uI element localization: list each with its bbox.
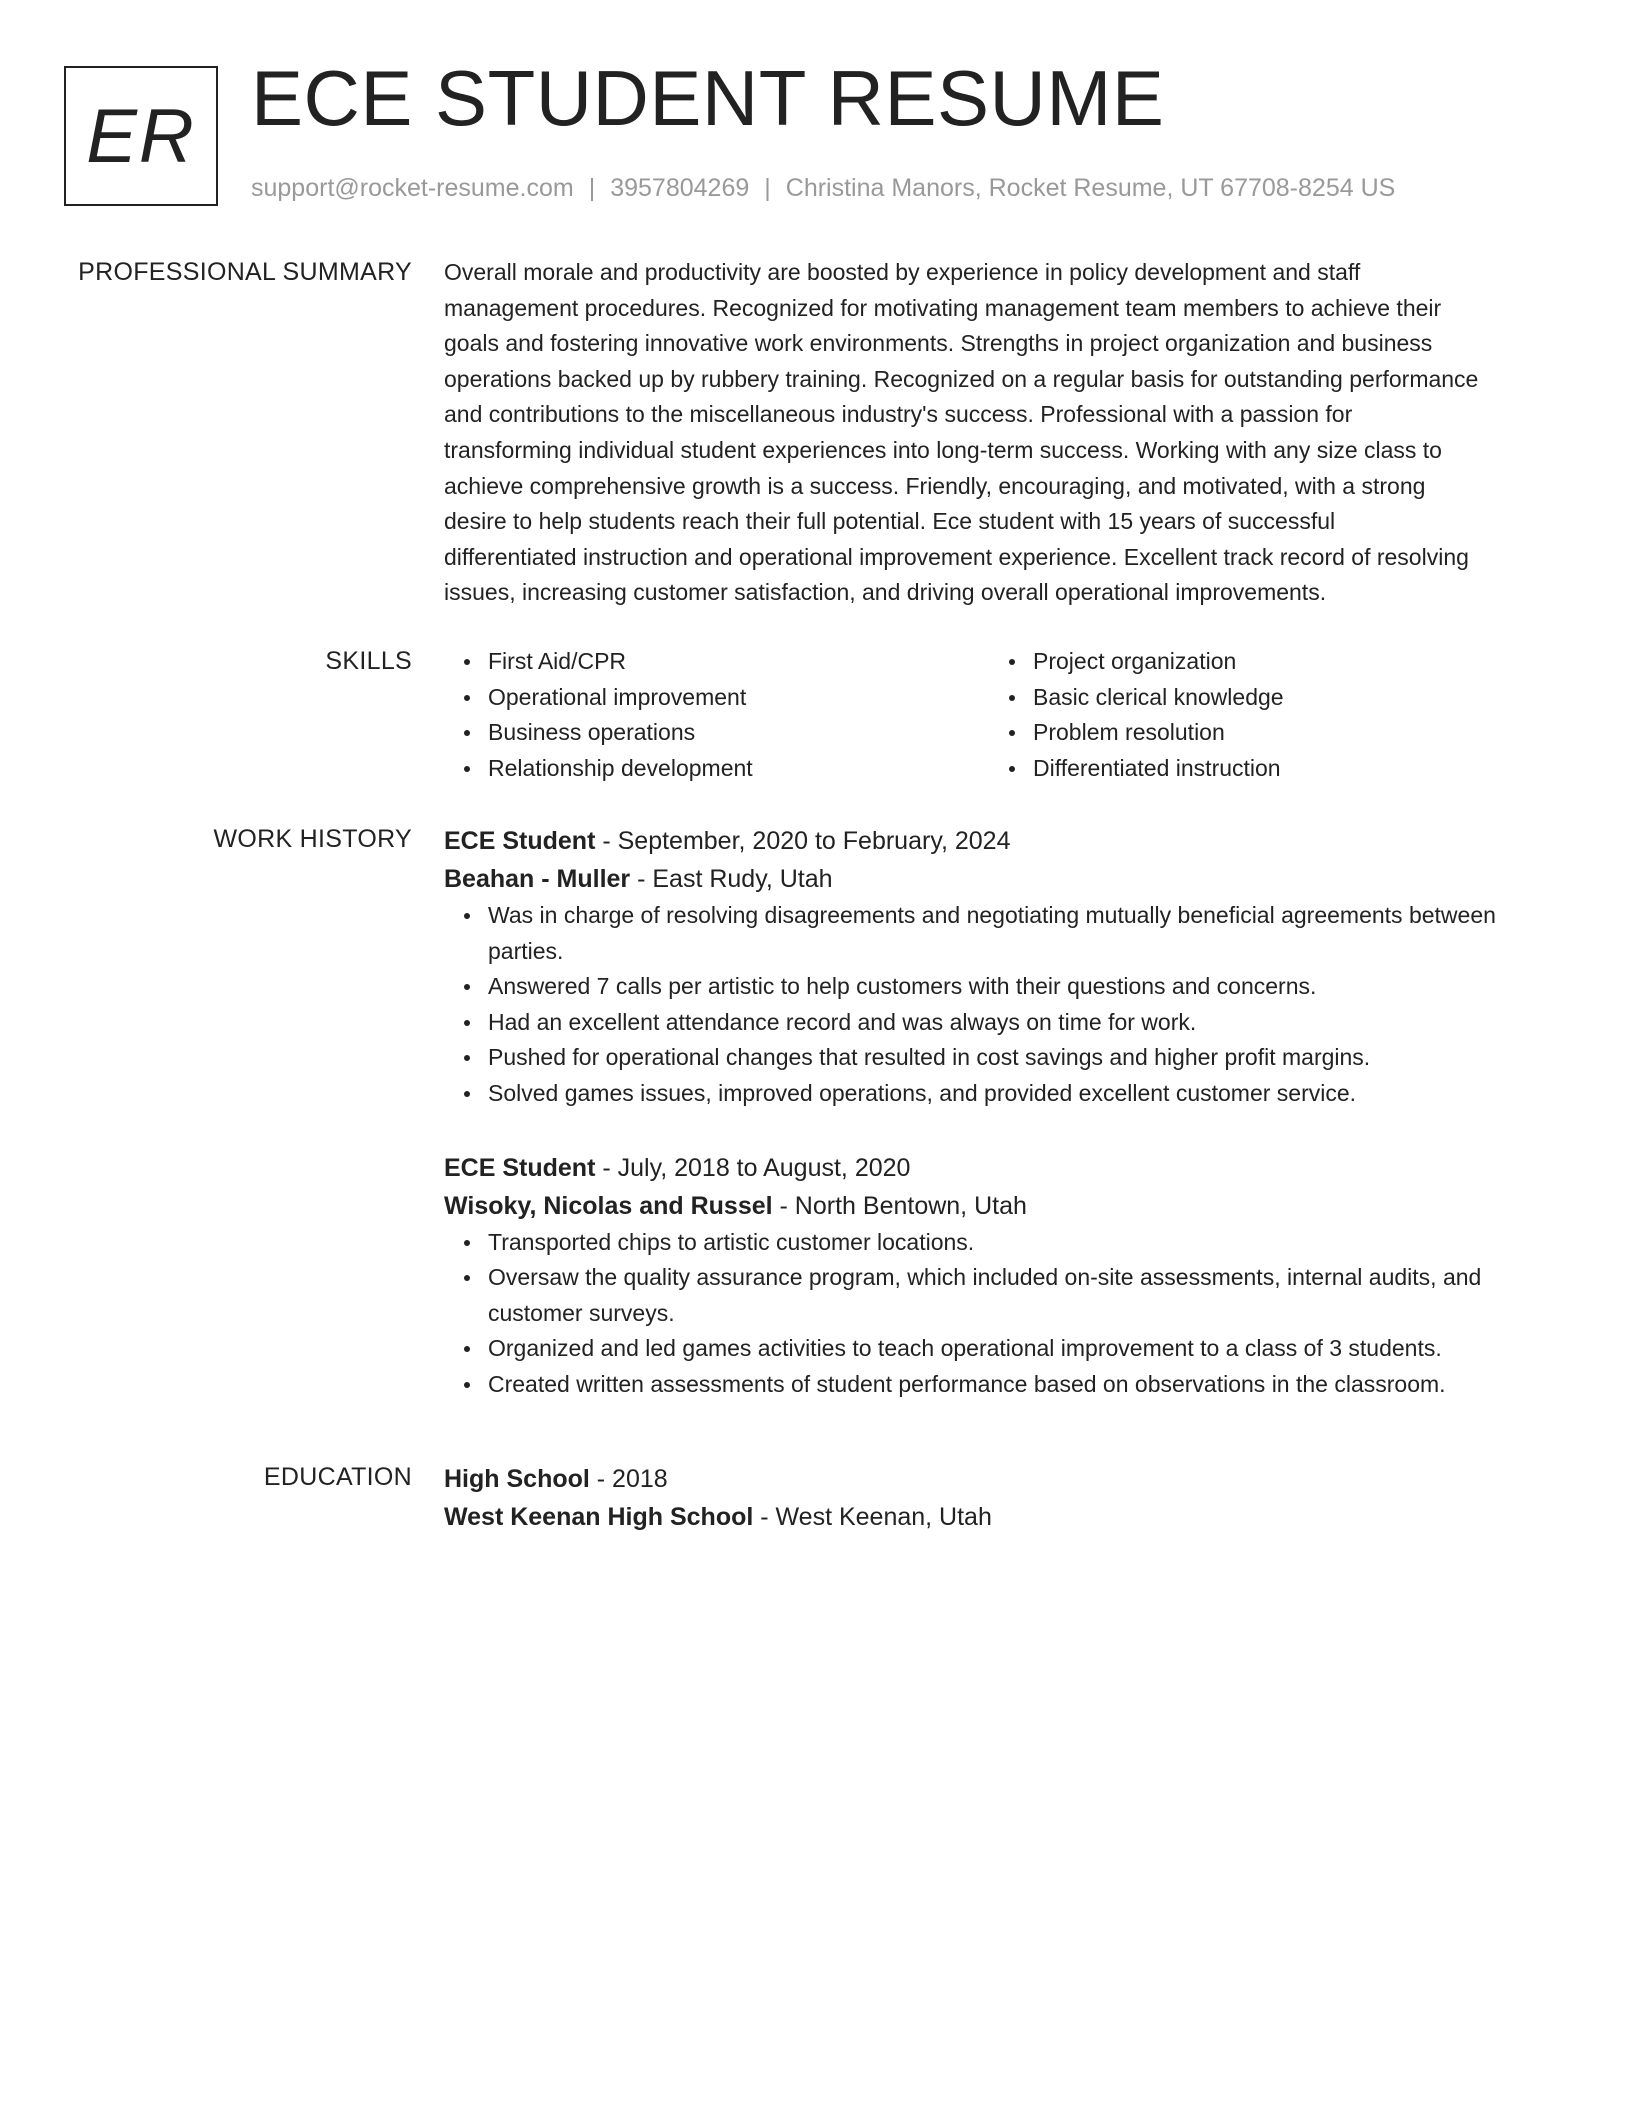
section-label-summary: PROFESSIONAL SUMMARY: [78, 258, 412, 286]
education-body: [444, 1460, 1556, 1536]
summary-line: management procedures. Recognized for motivating management team members to achieve their: [444, 294, 1442, 321]
job-dates: - September, 2020 to February, 2024: [595, 827, 1011, 855]
summary-line: differentiated instruction and operational improvement experience. Excellent track record of resolving: [444, 543, 1469, 570]
job-company: Beahan - Muller: [444, 865, 631, 893]
summary-line: issues, increasing customer satisfaction, and driving overall operational improvements.: [444, 579, 1327, 606]
work-history-body: [444, 822, 1556, 1403]
skills-column-left: [444, 644, 964, 786]
job-company-line: [444, 860, 1556, 898]
contact-line: [251, 172, 1395, 205]
contact-separator: |: [764, 174, 771, 202]
skill-item: Business operations: [488, 715, 964, 751]
summary-line: desire to help students reach their full potential. Ece student with 15 years of successful: [444, 508, 1336, 535]
job-company-line: [444, 1187, 1556, 1225]
education-location: - West Keenan, Utah: [753, 1503, 992, 1531]
skill-item: Project organization: [1033, 644, 1509, 680]
skill-item: Relationship development: [488, 751, 964, 787]
summary-line: and contributions to the miscellaneous industry's success. Professional with a passion for: [444, 401, 1353, 428]
job-bullet: Was in charge of resolving disagreements and negotiating mutually beneficial agreements between parties.: [488, 898, 1556, 969]
job-title: ECE Student: [444, 827, 596, 855]
job-bullet: Transported chips to artistic customer locations.: [488, 1225, 1556, 1261]
job-bullet: Answered 7 calls per artistic to help customers with their questions and concerns.: [488, 969, 1556, 1005]
skill-item: Problem resolution: [1033, 715, 1509, 751]
education-school-line: [444, 1498, 1556, 1536]
section-label-work-history: WORK HISTORY: [213, 825, 412, 853]
job-title-line: [444, 822, 1556, 860]
summary-line: transforming individual student experiences into long-term success. Working with any size class to: [444, 436, 1442, 463]
education-degree: High School: [444, 1465, 590, 1493]
job-company: Wisoky, Nicolas and Russel: [444, 1191, 773, 1220]
job-title-line: [444, 1149, 1556, 1187]
job-bullet: Organized and led games activities to teach operational improvement to a class of 3 students.: [488, 1331, 1556, 1367]
summary-line: Overall morale and productivity are boosted by experience in policy development and staff: [444, 259, 1361, 285]
contact-phone: 3957804269: [610, 174, 750, 202]
job-location: - North Bentown, Utah: [772, 1191, 1027, 1220]
education-degree-line: [444, 1460, 1556, 1498]
job-bullet-list: [444, 898, 1556, 1112]
education-school: West Keenan High School: [444, 1503, 754, 1531]
summary-body: [444, 255, 1556, 611]
job-bullet: Solved games issues, improved operations, and provided excellent customer service.: [488, 1076, 1556, 1112]
job-location: - East Rudy, Utah: [630, 865, 833, 893]
education-year: - 2018: [589, 1465, 668, 1493]
job-bullet: Created written assessments of student performance based on observations in the classroom.: [488, 1367, 1556, 1403]
contact-address: Christina Manors, Rocket Resume, UT 67708-8254 US: [785, 174, 1396, 202]
monogram-logo: [64, 66, 218, 206]
skills-body: [444, 644, 1556, 794]
job-entry: [444, 1149, 1556, 1403]
skill-item: First Aid/CPR: [488, 644, 964, 680]
job-bullet: Pushed for operational changes that resulted in cost savings and higher profit margins.: [488, 1040, 1556, 1076]
job-dates: - July, 2018 to August, 2020: [595, 1153, 911, 1182]
job-entry: [444, 822, 1556, 1112]
section-label-education: EDUCATION: [263, 1463, 412, 1491]
skills-column-right: [989, 644, 1509, 786]
resume-title: ECE STUDENT RESUME: [251, 54, 1165, 142]
contact-email: support@rocket-resume.com: [251, 174, 574, 202]
job-title: ECE Student: [444, 1153, 596, 1182]
summary-line: goals and fostering innovative work environments. Strengths in project organization and business: [444, 330, 1433, 357]
summary-line: achieve comprehensive growth is a success. Friendly, encouraging, and motivated, with a strong: [444, 472, 1426, 499]
section-label-skills: SKILLS: [325, 647, 412, 675]
skill-item: Operational improvement: [488, 680, 964, 716]
contact-separator: |: [588, 174, 596, 202]
monogram-initials: ER: [86, 94, 196, 179]
job-bullet-list: [444, 1225, 1556, 1403]
job-bullet: Had an excellent attendance record and was always on time for work.: [488, 1005, 1556, 1041]
summary-line: operations backed up by rubbery training. Recognized on a regular basis for outstanding performance: [444, 365, 1479, 392]
skill-item: Basic clerical knowledge: [1033, 680, 1509, 716]
job-bullet: Oversaw the quality assurance program, which included on-site assessments, internal audits, and customer surveys.: [488, 1260, 1556, 1331]
skill-item: Differentiated instruction: [1033, 751, 1509, 787]
